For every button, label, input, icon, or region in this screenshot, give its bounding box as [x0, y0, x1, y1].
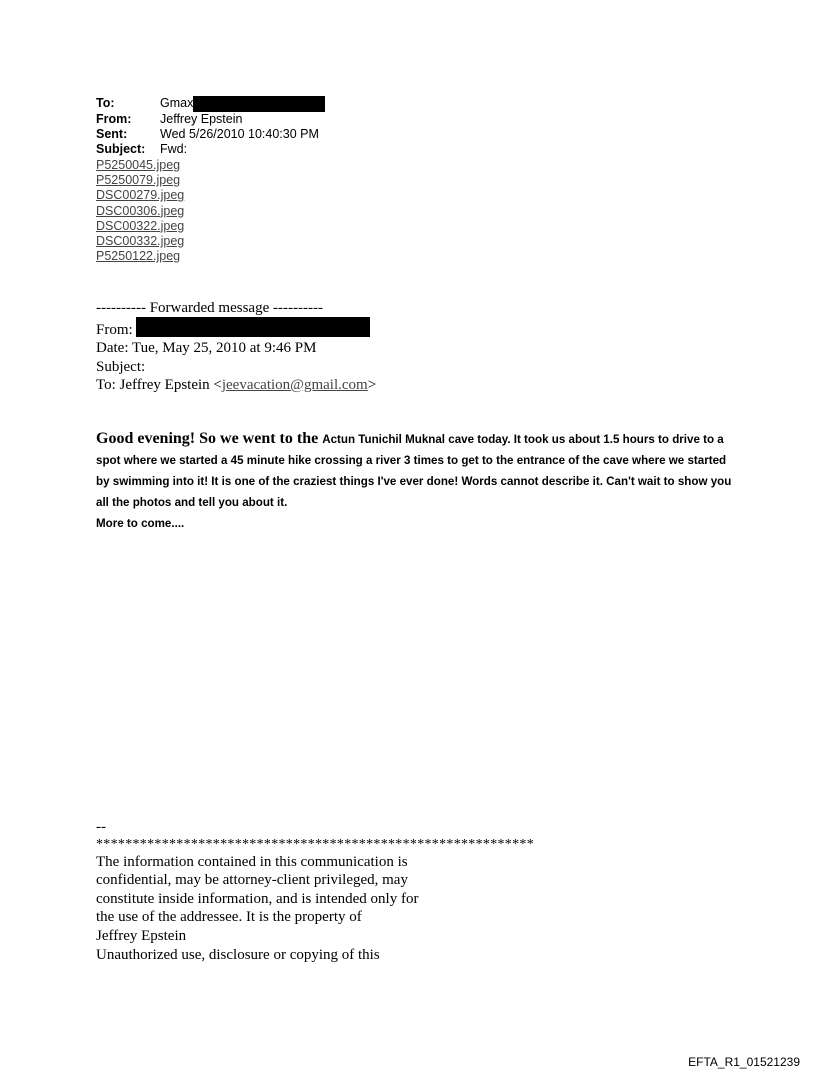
- message-text: Actun Tunichil Muknal cave today. It took us about 1.5 hours to drive to a spot where we started a 45 minute hike crossing a river 3 times to get to the entrance of the cave where we started by swimming into it! It is one of the craziest things I've ever done! Words cannot describe it. Can't wait to show you all the photos and tell you about it.: [96, 433, 732, 509]
- sent-row: [96, 127, 325, 142]
- attachment-link[interactable]: P5250045.jpeg: [96, 158, 181, 172]
- to-label: To:: [96, 96, 115, 110]
- attachment-link[interactable]: DSC00279.jpeg: [96, 188, 185, 203]
- message-closing: More to come....: [96, 517, 185, 530]
- attachment-link[interactable]: DSC00332.jpeg: [96, 234, 185, 249]
- redaction-bar: [193, 96, 325, 112]
- signature-line: the use of the addressee. It is the property of: [96, 909, 362, 926]
- forwarded-date: Date: Tue, May 25, 2010 at 9:46 PM: [96, 340, 317, 357]
- attachment-list: [96, 158, 184, 264]
- forwarded-to-suffix: >: [367, 376, 377, 393]
- signature-line: Unauthorized use, disclosure or copying of this: [96, 946, 380, 963]
- forwarded-banner: ---------- Forwarded message ----------: [96, 300, 323, 316]
- email-link[interactable]: jeevacation@gmail.com: [221, 376, 368, 393]
- attachment-link[interactable]: DSC00306.jpeg: [96, 203, 185, 218]
- document-id: EFTA_R1_01521239: [688, 1055, 800, 1069]
- to-value: Gmax: [160, 96, 194, 110]
- attachment-link[interactable]: P5250079.jpeg: [96, 173, 181, 188]
- signature-stars: ************************************************************: [96, 836, 534, 852]
- signature-line: constitute inside information, and is intended only for: [96, 890, 419, 907]
- signature-dashes: --: [96, 819, 106, 835]
- signature-line: The information contained in this communication is: [96, 853, 408, 870]
- from-row: [96, 112, 325, 127]
- redaction-bar: [136, 317, 370, 337]
- message-paragraph: [96, 428, 736, 513]
- forwarded-from-label: From:: [96, 322, 133, 339]
- from-value: Jeffrey Epstein: [160, 112, 243, 126]
- message-body: [96, 428, 736, 534]
- forwarded-from-row: [96, 317, 376, 339]
- forwarded-header: [96, 299, 376, 394]
- forwarded-to-prefix: To: Jeffrey Epstein <: [96, 376, 222, 393]
- forwarded-to-row: [96, 376, 376, 394]
- subject-value: Fwd:: [160, 142, 188, 156]
- attachment-link[interactable]: DSC00322.jpeg: [96, 218, 185, 233]
- message-lead: Good evening! So we went to the: [96, 430, 323, 447]
- forwarded-subject: Subject:: [96, 358, 146, 375]
- subject-row: [96, 142, 325, 157]
- signature-line: confidential, may be attorney-client privileged, may: [96, 872, 408, 889]
- sent-value: Wed 5/26/2010 10:40:30 PM: [160, 127, 319, 141]
- signature-block: [96, 818, 534, 964]
- sent-label: Sent:: [96, 127, 128, 141]
- to-row: [96, 96, 325, 112]
- email-header: [96, 96, 325, 157]
- attachment-link[interactable]: P5250122.jpeg: [96, 249, 181, 264]
- subject-label: Subject:: [96, 142, 146, 156]
- signature-line: Jeffrey Epstein: [96, 927, 187, 944]
- from-label: From:: [96, 112, 132, 126]
